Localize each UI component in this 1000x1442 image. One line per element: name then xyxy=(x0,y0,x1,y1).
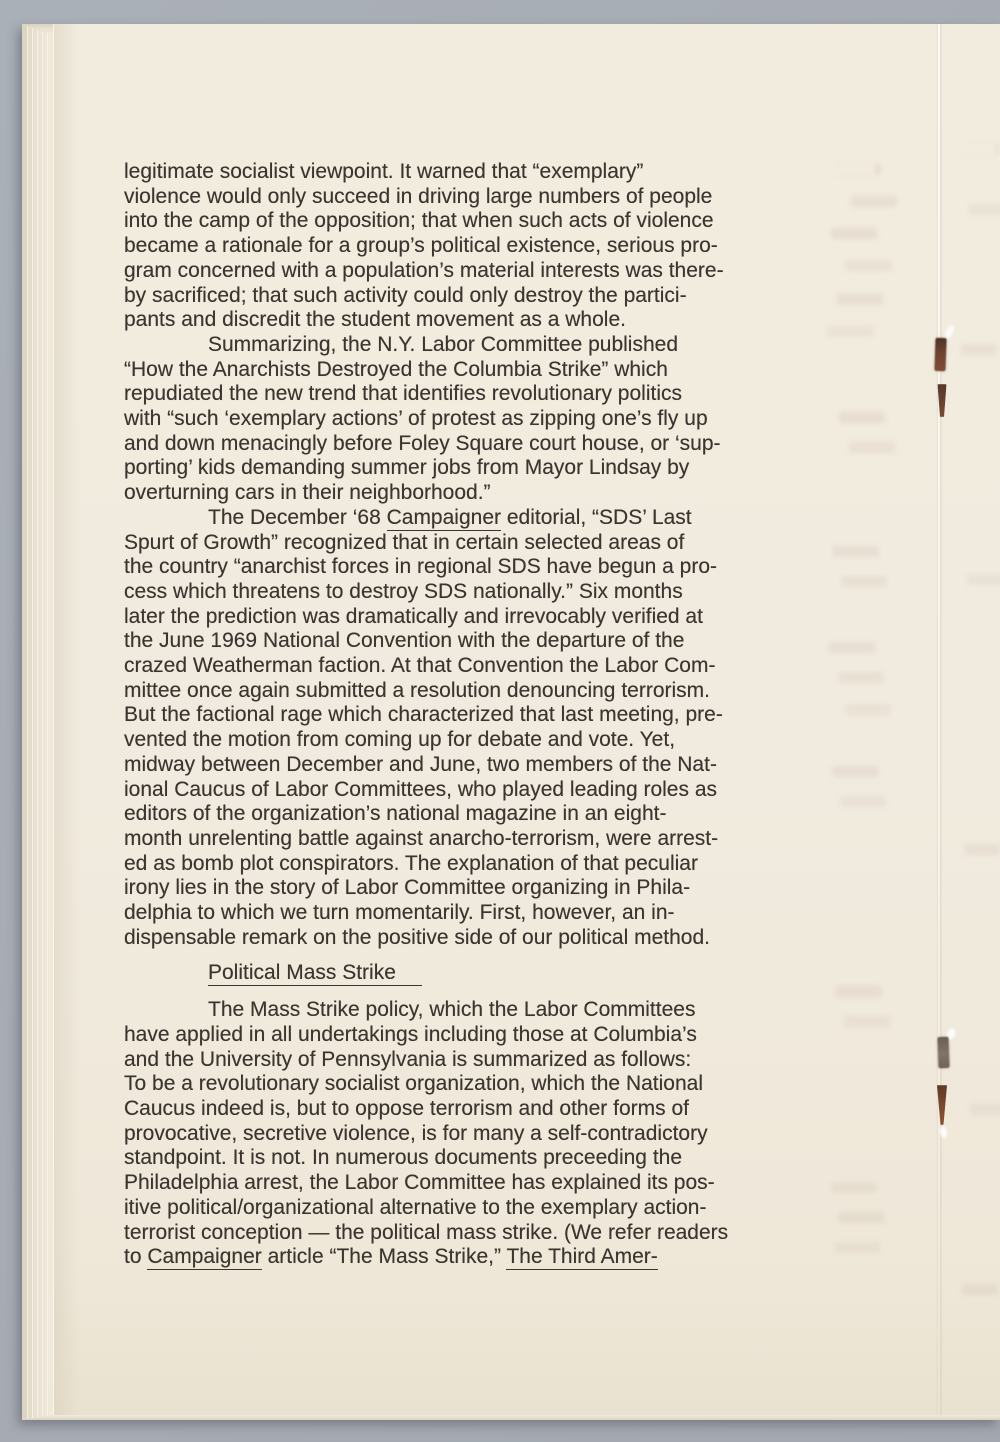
text-segment: have applied in all undertakings including those at Columbia’s xyxy=(124,1022,697,1046)
text-line xyxy=(124,185,834,210)
text-line xyxy=(124,209,834,234)
text-line xyxy=(124,728,834,753)
text-segment: itive political/organizational alternative to the exemplary action- xyxy=(124,1195,707,1219)
text-segment: violence would only succeed in driving large numbers of people xyxy=(124,184,713,208)
text-segment: into the camp of the opposition; that when such acts of violence xyxy=(124,209,714,233)
staple-mark-bottom xyxy=(937,1037,949,1068)
text-segment: mittee once again submitted a resolution denouncing terrorism. xyxy=(124,678,710,702)
text-segment: Spurt of Growth” recognized that in certain selected areas of xyxy=(124,530,685,554)
text-line xyxy=(124,284,834,309)
text-line xyxy=(124,160,834,185)
text-line xyxy=(124,308,834,333)
text-segment: pants and discredit the student movement as a whole. xyxy=(124,308,626,332)
text-segment: the June 1969 National Convention with the departure of the xyxy=(124,629,685,653)
text-line xyxy=(124,961,834,986)
text-line xyxy=(124,1072,834,1097)
text-segment: with “such ‘exemplary actions’ of protest as zipping one’s fly up xyxy=(124,407,708,431)
text-line xyxy=(124,1097,834,1122)
text-line xyxy=(124,901,834,926)
text-line xyxy=(124,703,834,728)
text-line xyxy=(124,679,834,704)
text-segment: cess which threatens to destroy SDS nationally.” Six months xyxy=(124,579,683,603)
text-line xyxy=(124,259,834,284)
text-segment: provocative, secretive violence, is for many a self-contradictory xyxy=(124,1121,708,1145)
text-line xyxy=(124,555,834,580)
text-line xyxy=(124,802,834,827)
text-line xyxy=(124,1146,834,1171)
text-line xyxy=(124,333,834,358)
text-line xyxy=(124,605,834,630)
text-segment: midway between December and June, two members of the Nat- xyxy=(124,752,717,776)
paragraph xyxy=(124,998,834,1270)
text-segment: terrorist conception — the political mass strike. (We refer readers xyxy=(124,1220,729,1244)
text-line xyxy=(124,998,834,1023)
text-line xyxy=(124,1171,834,1196)
text-segment: Caucus indeed is, but to oppose terrorism and other forms of xyxy=(124,1097,689,1121)
staple-mark-top xyxy=(934,338,946,371)
text-line xyxy=(124,852,834,877)
text-segment: legitimate socialist viewpoint. It warned that “exemplary” xyxy=(124,160,644,183)
text-segment: The December ‘68 xyxy=(208,505,387,529)
text-line xyxy=(124,580,834,605)
text-line xyxy=(124,456,834,481)
text-segment: and the University of Pennsylvania is summarized as follows: xyxy=(124,1047,692,1071)
ink-bleed-through xyxy=(829,164,875,175)
text-line xyxy=(124,827,834,852)
text-segment: and down menacingly before Foley Square court house, or ‘sup- xyxy=(124,431,721,455)
text-line xyxy=(124,432,834,457)
page-crease xyxy=(938,24,940,1415)
text-segment: by sacrificed; that such activity could only destroy the partici- xyxy=(124,283,687,307)
text-segment: overturning cars in their neighborhood.” xyxy=(124,481,491,505)
text-line xyxy=(124,876,834,901)
text-segment: to xyxy=(124,1245,148,1269)
text-segment: The Mass Strike policy, which the Labor Committees xyxy=(208,998,696,1022)
page-text xyxy=(124,160,834,1270)
text-line xyxy=(124,506,834,531)
text-line xyxy=(124,382,834,407)
text-segment: the country “anarchist forces in regional SDS have begun a pro- xyxy=(124,555,717,579)
text-segment: vented the motion from coming up for debate and vote. Yet, xyxy=(124,728,676,752)
text-segment: Philadelphia arrest, the Labor Committee has explained its pos- xyxy=(124,1171,715,1195)
text-segment: later the prediction was dramatically and irrevocably verified at xyxy=(124,604,703,628)
paragraph xyxy=(124,506,834,951)
text-segment: ional Caucus of Labor Committees, who played leading roles as xyxy=(124,777,717,801)
text-segment: ed as bomb plot conspirators. The explanation of that peculiar xyxy=(124,851,698,875)
text-line xyxy=(124,629,834,654)
text-line xyxy=(124,1221,834,1246)
paragraph xyxy=(124,333,834,506)
text-segment: gram concerned with a population’s material interests was there- xyxy=(124,258,724,282)
text-line xyxy=(124,1122,834,1147)
underlined-text: Campaigner xyxy=(147,1245,262,1269)
text-segment: became a rationale for a group’s political existence, serious pro- xyxy=(124,234,718,258)
text-segment: “How the Anarchists Destroyed the Columbia Strike” which xyxy=(124,357,668,381)
text-segment: crazed Weatherman faction. At that Convention the Labor Com- xyxy=(124,654,716,678)
underlined-text: Campaigner xyxy=(386,505,501,529)
text-line xyxy=(124,1048,834,1073)
text-line xyxy=(124,654,834,679)
text-segment: editorial, “SDS’ Last xyxy=(501,505,692,529)
text-line xyxy=(124,531,834,556)
text-segment: delphia to which we turn momentarily. First, however, an in- xyxy=(124,901,675,925)
underlined-text: The Third Amer- xyxy=(506,1245,658,1269)
text-segment: repudiated the new trend that identifies revolutionary politics xyxy=(124,382,682,406)
text-segment: Summarizing, the N.Y. Labor Committee published xyxy=(208,332,679,356)
text-line xyxy=(124,1023,834,1048)
text-line xyxy=(124,234,834,259)
text-segment: But the factional rage which characterized that last meeting, pre- xyxy=(124,703,723,727)
text-segment: irony lies in the story of Labor Committee organizing in Phila- xyxy=(124,876,691,900)
document-page xyxy=(53,24,1000,1415)
text-line xyxy=(124,778,834,803)
text-line xyxy=(124,358,834,383)
text-segment: standpoint. It is not. In numerous documents preceeding the xyxy=(124,1146,683,1170)
text-line xyxy=(124,1245,834,1270)
text-segment: To be a revolutionary socialist organization, which the National xyxy=(124,1072,703,1096)
text-segment: porting’ kids demanding summer jobs from Mayor Lindsay by xyxy=(124,456,690,480)
text-line xyxy=(124,753,834,778)
text-line xyxy=(124,1196,834,1221)
ink-bleed-through xyxy=(959,144,995,155)
text-segment: article “The Mass Strike,” xyxy=(261,1245,507,1269)
text-segment: month unrelenting battle against anarcho-terrorism, were arrest- xyxy=(124,826,719,850)
text-line xyxy=(124,407,834,432)
text-line xyxy=(124,926,834,951)
underlined-text: Political Mass Strike xyxy=(208,961,422,986)
staple-glint xyxy=(939,1125,948,1138)
paragraph xyxy=(124,160,834,333)
section-heading xyxy=(124,961,834,986)
text-line xyxy=(124,481,834,506)
text-segment: editors of the organization’s national magazine in an eight- xyxy=(124,802,667,826)
text-segment: dispensable remark on the positive side of our political method. xyxy=(124,925,710,949)
